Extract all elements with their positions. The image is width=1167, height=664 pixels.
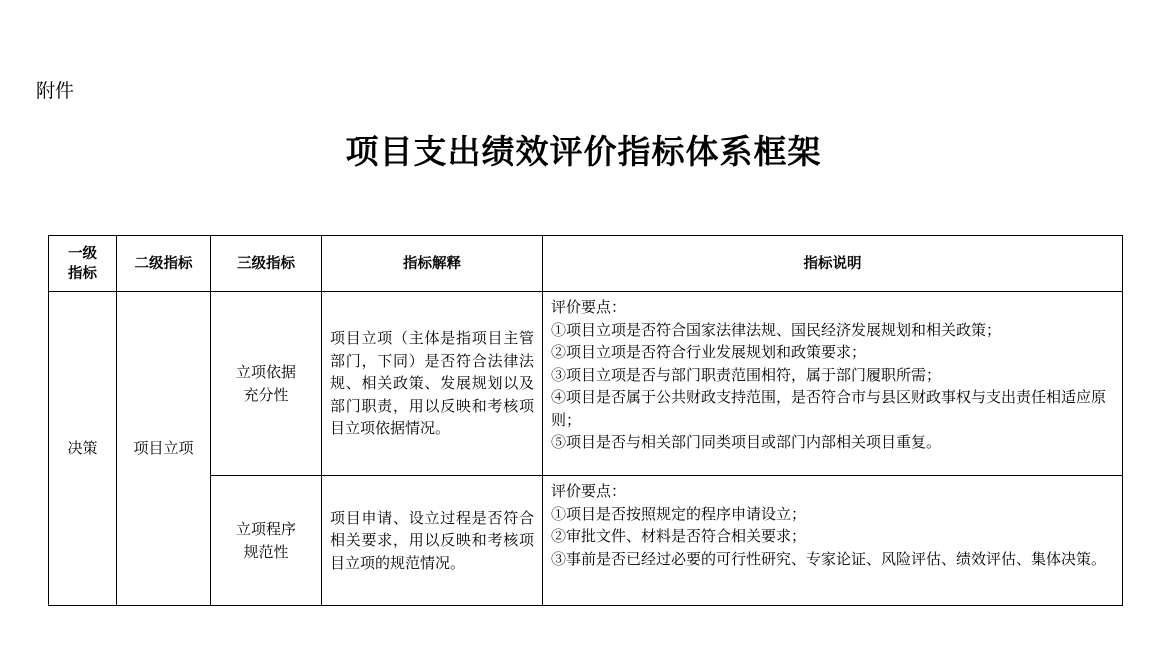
col-header-description: 指标说明 [543,236,1123,292]
level2-cell: 项目立项 [117,292,211,606]
description-cell [543,292,1123,476]
description-line: 评价要点： [551,298,627,316]
col-header-level1-text: 一级 指标 [68,245,97,282]
description-cell [543,476,1123,606]
level1-cell: 决策 [49,292,117,606]
explanation-cell: 项目立项（主体是指项目主管部门，下同）是否符合法律法规、相关政策、发展规划以及部门职责，用以反映和考核项目立项依据情况。 [322,292,543,476]
level3-cell: 立项程序规范性 [211,476,322,606]
description-line: ④项目是否属于公共财政支持范围，是否符合市与县区财政事权与支出责任相适应原则； [551,388,1107,429]
description-line: ①项目是否按照规定的程序申请设立； [551,504,807,523]
description-line: ③事前是否已经过必要的可行性研究、专家论证、风险评估、绩效评估、集体决策。 [551,549,1107,568]
indicator-table [48,235,1123,606]
description-line: ⑤项目是否与相关部门同类项目或部门内部相关项目重复。 [551,433,942,451]
table-row [49,476,1123,606]
description-line: ③项目立项是否与部门职责范围相符，属于部门履职所需； [551,365,942,384]
description-line: ②审批文件、材料是否符合相关要求； [551,527,807,545]
table-header-row [49,236,1123,292]
col-header-explanation: 指标解释 [322,236,543,292]
level3-cell: 立项依据充分性 [211,292,322,476]
col-header-level1 [49,236,117,292]
explanation-cell: 项目申请、设立过程是否符合相关要求，用以反映和考核项目立项的规范情况。 [322,476,543,606]
col-header-level2: 二级指标 [117,236,211,292]
description-line: ②项目立项是否符合行业发展规划和政策要求； [551,343,867,361]
attachment-label: 附件 [36,80,75,102]
col-header-level3: 三级指标 [211,236,322,292]
description-line: 评价要点： [551,482,627,500]
description-line: ①项目立项是否符合国家法律法规、国民经济发展规划和相关政策； [551,320,1002,339]
page-title: 项目支出绩效评价指标体系框架 [345,132,822,171]
table-row [49,292,1123,476]
